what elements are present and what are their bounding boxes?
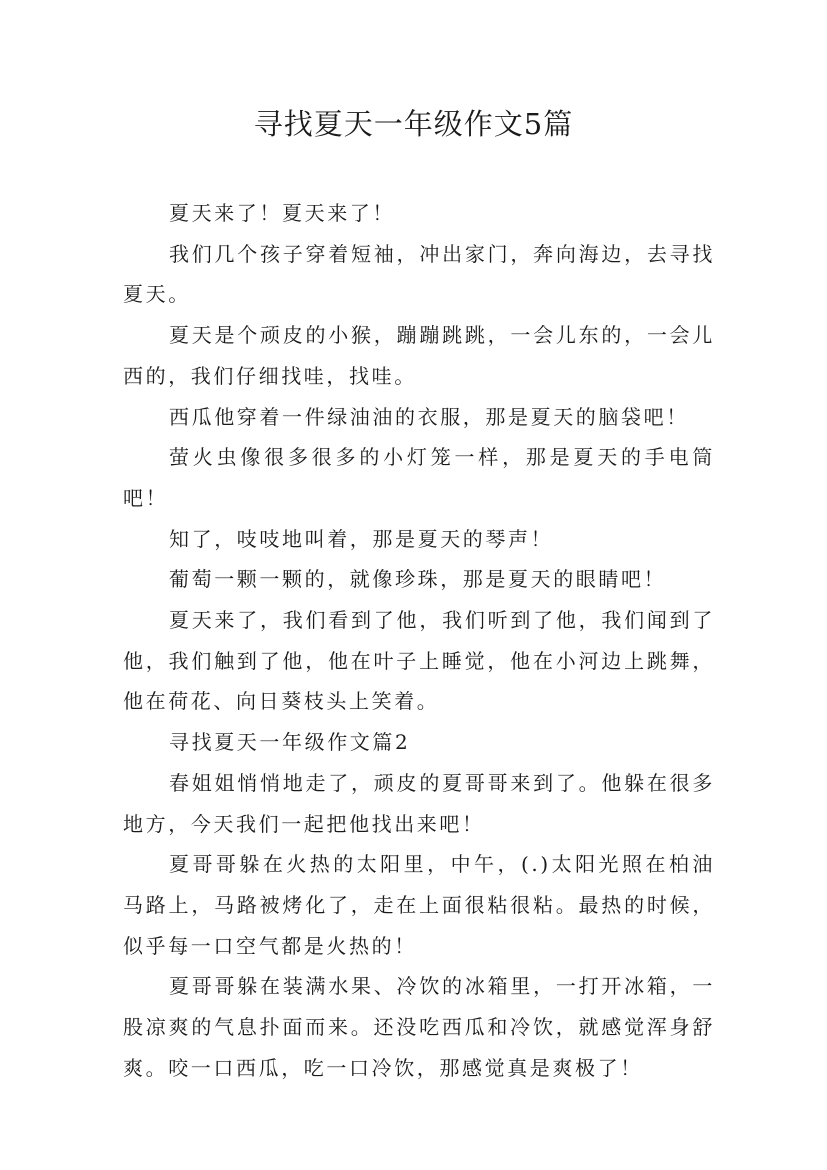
paragraph: 夏天来了，我们看到了他，我们听到了他，我们闻到了他，我们触到了他，他在叶子上睡觉，他在小河边上跳舞，他在荷花、向日葵枝头上笑着。	[123, 608, 715, 714]
paragraph: 夏哥哥躲在火热的太阳里，中午，(.)太阳光照在柏油马路上，马路被烤化了，走在上面很粘很粘。最热的时候，似乎每一口空气都是火热的！	[123, 852, 715, 958]
document-body	[123, 193, 715, 1088]
paragraph: 知了，吱吱地叫着，那是夏天的琴声！	[169, 526, 554, 551]
document-title: 寻找夏天一年级作文5篇	[253, 107, 574, 141]
paragraph: 西瓜他穿着一件绿油油的衣服，那是夏天的脑袋吧！	[169, 404, 689, 429]
section-heading: 寻找夏天一年级作文篇2	[169, 730, 411, 755]
paragraph: 葡萄一颗一颗的，就像珍珠，那是夏天的眼睛吧！	[169, 567, 667, 592]
paragraph: 春姐姐悄悄地走了，顽皮的夏哥哥来到了。他躲在很多地方，今天我们一起把他找出来吧！	[123, 770, 715, 836]
paragraph: 我们几个孩子穿着短袖，冲出家门，奔向海边，去寻找夏天。	[123, 241, 715, 307]
paragraph: 夏天来了！夏天来了！	[169, 201, 395, 225]
paragraph: 萤火虫像很多很多的小灯笼一样，那是夏天的手电筒吧！	[123, 445, 715, 510]
paragraph: 夏哥哥躲在装满水果、冷饮的冰箱里，一打开冰箱，一股凉爽的气息扑面而来。还没吃西瓜和冷饮，就感觉浑身舒爽。咬一口西瓜，吃一口冷饮，那感觉真是爽极了！	[123, 974, 715, 1080]
paragraph: 夏天是个顽皮的小猴，蹦蹦跳跳，一会儿东的，一会儿西的，我们仔细找哇，找哇。	[123, 323, 715, 388]
